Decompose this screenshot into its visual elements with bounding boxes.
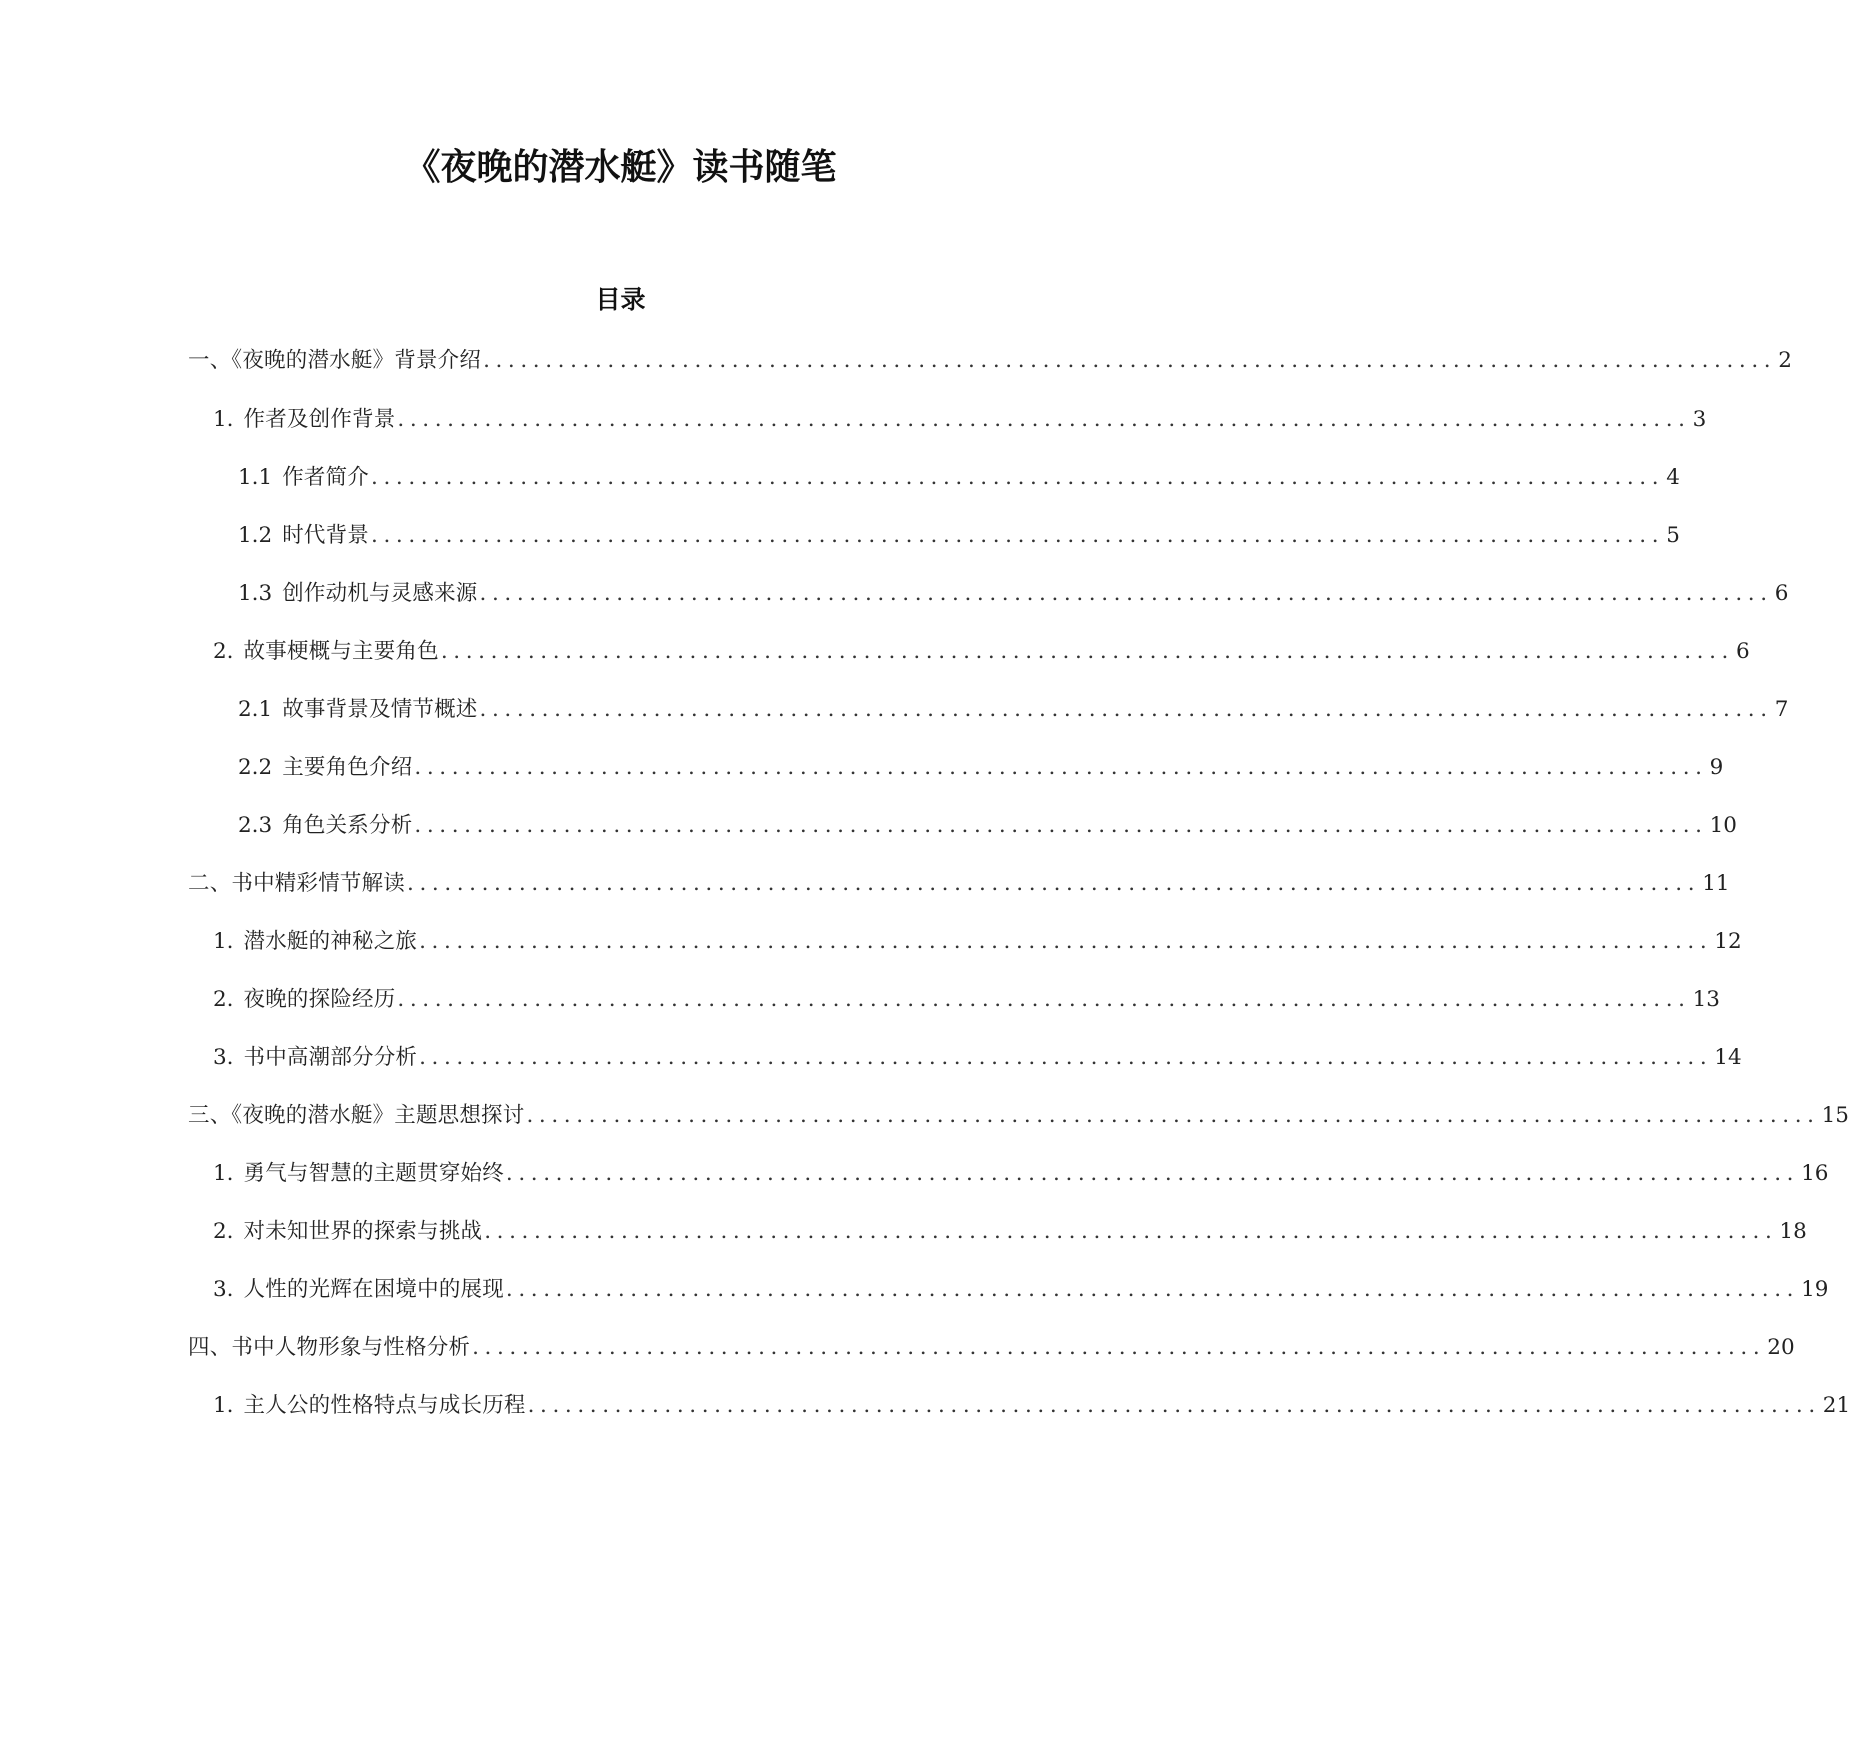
toc-entry-page: 19 (1801, 1277, 1829, 1302)
toc-entry-page: 15 (1821, 1103, 1849, 1128)
toc-entry-label: 故事梗概与主要角色 (243, 639, 439, 664)
toc-entry[interactable] (238, 693, 1789, 727)
toc-entry-number: 2. (213, 987, 234, 1012)
toc-entry-page: 12 (1714, 929, 1742, 954)
toc-entry-number: 2.2 (238, 755, 273, 780)
toc-entry[interactable] (213, 1389, 1850, 1423)
toc-entry[interactable] (188, 1331, 1795, 1365)
toc-entry[interactable] (213, 1041, 1742, 1075)
toc-entry[interactable] (238, 751, 1724, 785)
toc-entry[interactable] (213, 1215, 1807, 1249)
toc-leader: ........................................................................................................ (414, 755, 1708, 780)
toc-entry-label: 主要角色介绍 (282, 755, 413, 780)
toc-entry-label: 三、《夜晚的潜水艇》主题思想探讨 (188, 1103, 525, 1128)
toc-leader: ........................................................................................................ (407, 871, 1701, 896)
toc-entry-page: 6 (1774, 581, 1789, 606)
toc-entry-label: 一、《夜晚的潜水艇》背景介绍 (188, 348, 482, 373)
document-title: 《夜晚的潜水艇》读书随笔 (404, 147, 837, 188)
toc-entry-label: 创作动机与灵感来源 (282, 581, 478, 606)
toc-entry[interactable] (213, 1157, 1829, 1191)
toc-heading: 目录 (595, 285, 646, 314)
toc-entry-page: 10 (1709, 813, 1737, 838)
toc-entry-number: 1.1 (238, 465, 273, 490)
toc-entry-number: 1. (213, 407, 234, 432)
toc-entry-number: 1. (213, 1161, 234, 1186)
toc-entry-page: 2 (1778, 348, 1792, 373)
toc-entry-page: 18 (1779, 1219, 1807, 1244)
toc-leader: ........................................................................................................ (397, 987, 1691, 1012)
toc-entry[interactable] (188, 867, 1730, 901)
toc-entry[interactable] (213, 403, 1707, 437)
toc-entry[interactable] (188, 1099, 1849, 1133)
toc-entry-page: 14 (1714, 1045, 1742, 1070)
toc-leader: ........................................................................................................ (397, 407, 1691, 432)
toc-leader: ........................................................................................................ (479, 697, 1773, 722)
toc-entry-page: 3 (1692, 407, 1707, 432)
toc-entry[interactable] (238, 519, 1680, 553)
toc-leader: ........................................................................................................ (483, 348, 1777, 373)
toc-leader: ........................................................................................................ (440, 639, 1734, 664)
toc-leader: ........................................................................................................ (505, 1277, 1800, 1302)
toc-entry-page: 13 (1692, 987, 1720, 1012)
toc-leader: ........................................................................................................ (526, 1103, 1820, 1128)
toc-entry-number: 3. (213, 1277, 234, 1302)
toc-entry[interactable] (213, 1273, 1829, 1307)
toc-leader: ........................................................................................................ (419, 929, 1713, 954)
toc-entry-page: 5 (1666, 523, 1680, 548)
toc-entry-number: 2. (213, 639, 234, 664)
toc-entry-number: 3. (213, 1045, 234, 1070)
toc-entry-label: 四、书中人物形象与性格分析 (188, 1335, 471, 1360)
toc-entry-page: 11 (1702, 871, 1730, 896)
toc-entry-number: 2.3 (238, 813, 273, 838)
toc-entry-label: 勇气与智慧的主题贯穿始终 (243, 1161, 504, 1186)
toc-entry-label: 作者及创作背景 (243, 407, 396, 432)
toc-entry-number: 2. (213, 1219, 234, 1244)
toc-entry[interactable] (238, 577, 1789, 611)
toc-entry-label: 作者简介 (282, 465, 370, 490)
toc-entry[interactable] (238, 461, 1680, 495)
toc-entry[interactable] (213, 635, 1750, 669)
toc-leader: ........................................................................................................ (419, 1045, 1713, 1070)
toc-entry[interactable] (188, 344, 1792, 378)
toc-entry-number: 1. (213, 1393, 234, 1418)
toc-entry-label: 时代背景 (282, 523, 370, 548)
toc-entry-label: 人性的光辉在困境中的展现 (243, 1277, 504, 1302)
toc-leader: ........................................................................................................ (371, 523, 1665, 548)
toc-entry-label: 书中高潮部分分析 (243, 1045, 418, 1070)
toc-entry-page: 21 (1822, 1393, 1850, 1418)
toc-entry-label: 夜晚的探险经历 (243, 987, 396, 1012)
toc-entry-label: 二、书中精彩情节解读 (188, 871, 406, 896)
toc-leader: ........................................................................................................ (371, 465, 1665, 490)
toc-entry-page: 7 (1774, 697, 1789, 722)
toc-leader: ........................................................................................................ (527, 1393, 1821, 1418)
toc-leader: ........................................................................................................ (472, 1335, 1766, 1360)
toc-entry-label: 主人公的性格特点与成长历程 (243, 1393, 526, 1418)
toc-entry-page: 9 (1709, 755, 1724, 780)
toc-leader: ........................................................................................................ (505, 1161, 1800, 1186)
toc-entry-label: 角色关系分析 (282, 813, 413, 838)
toc-entry[interactable] (238, 809, 1737, 843)
toc-entry-page: 20 (1767, 1335, 1795, 1360)
toc-entry-label: 故事背景及情节概述 (282, 697, 478, 722)
toc-entry-page: 6 (1736, 639, 1750, 664)
toc-leader: ........................................................................................................ (479, 581, 1773, 606)
toc-entry-number: 2.1 (238, 697, 273, 722)
toc-entry-number: 1.3 (238, 581, 273, 606)
toc-entry-label: 潜水艇的神秘之旅 (243, 929, 418, 954)
toc-entry-page: 4 (1666, 465, 1680, 490)
toc-entry[interactable] (213, 925, 1742, 959)
toc-entry-label: 对未知世界的探索与挑战 (243, 1219, 483, 1244)
toc-entry-number: 1. (213, 929, 234, 954)
toc-entry-number: 1.2 (238, 523, 273, 548)
toc-entry-page: 16 (1801, 1161, 1829, 1186)
toc-leader: ........................................................................................................ (414, 813, 1708, 838)
toc-leader: ........................................................................................................ (484, 1219, 1778, 1244)
toc-entry[interactable] (213, 983, 1720, 1017)
